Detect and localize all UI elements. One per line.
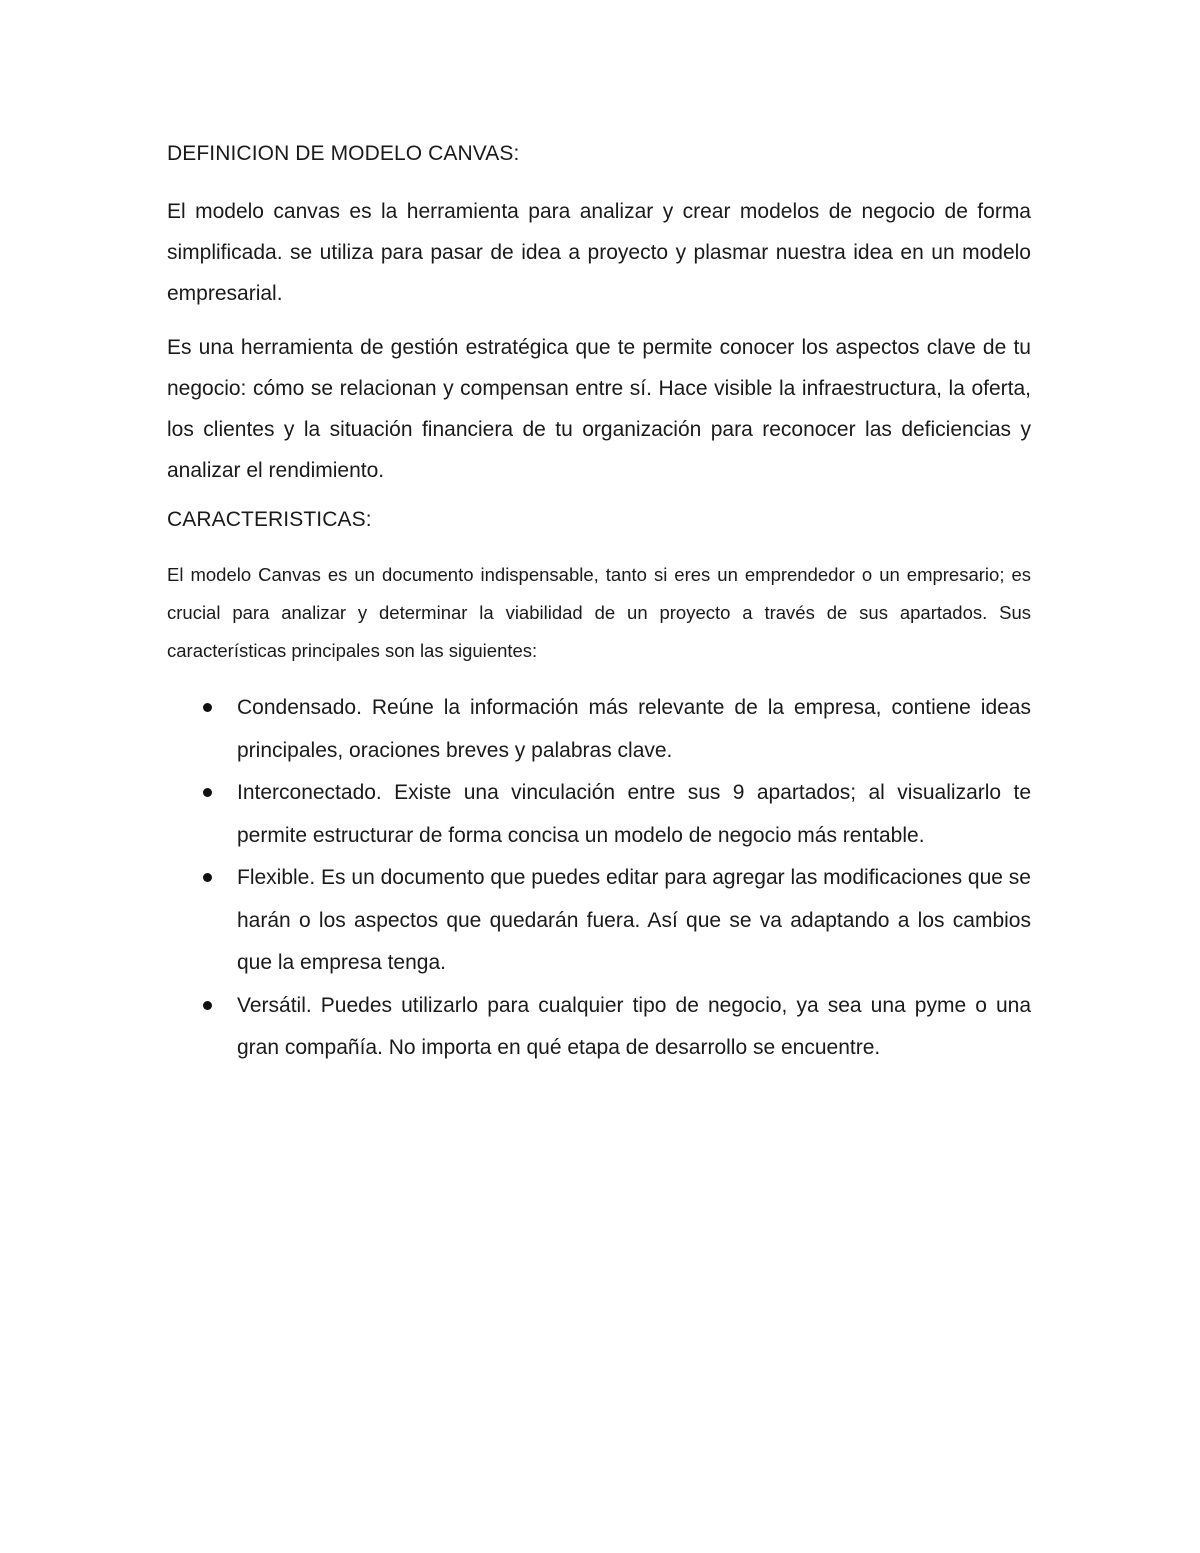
- paragraph-caracteristicas-intro: El modelo Canvas es un documento indispensable, tanto si eres un emprendedor o un empresario; es crucial para analizar y determinar la viabilidad de un proyecto a través de sus apartados. Sus características principales son las siguientes:: [167, 564, 1031, 661]
- bullet-dot-icon: [203, 873, 212, 882]
- bullet-dot-icon: [203, 788, 212, 797]
- list-item: [167, 772, 1031, 857]
- paragraph-definicion-2: Es una herramienta de gestión estratégica que te permite conocer los aspectos clave de tu negocio: cómo se relacionan y compensan entre sí. Hace visible la infraestructura, la oferta, los clientes y la situación financiera de tu organización para reconocer las deficiencias y analizar el rendimiento.: [167, 336, 1031, 482]
- paragraph-definicion-1: El modelo canvas es la herramienta para analizar y crear modelos de negocio de forma simplificada. se utiliza para pasar de idea a proyecto y plasmar nuestra idea en un modelo empresarial.: [167, 200, 1031, 305]
- list-item: [167, 687, 1031, 772]
- list-item-text: Interconectado. Existe una vinculación entre sus 9 apartados; al visualizarlo te permite estructurar de forma concisa un modelo de negocio más rentable.: [237, 781, 1031, 847]
- list-item-text: Flexible. Es un documento que puedes editar para agregar las modificaciones que se harán o los aspectos que quedarán fuera. Así que se va adaptando a los cambios que la empresa tenga.: [237, 866, 1031, 974]
- document-body: [167, 138, 1031, 1070]
- heading-caracteristicas: CARACTERISTICAS:: [167, 508, 372, 531]
- bullet-dot-icon: [203, 703, 212, 712]
- bullet-dot-icon: [203, 1001, 212, 1010]
- list-item-text: Condensado. Reúne la información más relevante de la empresa, contiene ideas principales, oraciones breves y palabras clave.: [237, 696, 1031, 762]
- caracteristicas-list: [167, 687, 1031, 1070]
- list-item: [167, 985, 1031, 1070]
- heading-definicion: DEFINICION DE MODELO CANVAS:: [167, 142, 520, 165]
- list-item: [167, 857, 1031, 985]
- list-item-text: Versátil. Puedes utilizarlo para cualquier tipo de negocio, ya sea una pyme o una gran compañía. No importa en qué etapa de desarrollo se encuentre.: [237, 993, 1031, 1059]
